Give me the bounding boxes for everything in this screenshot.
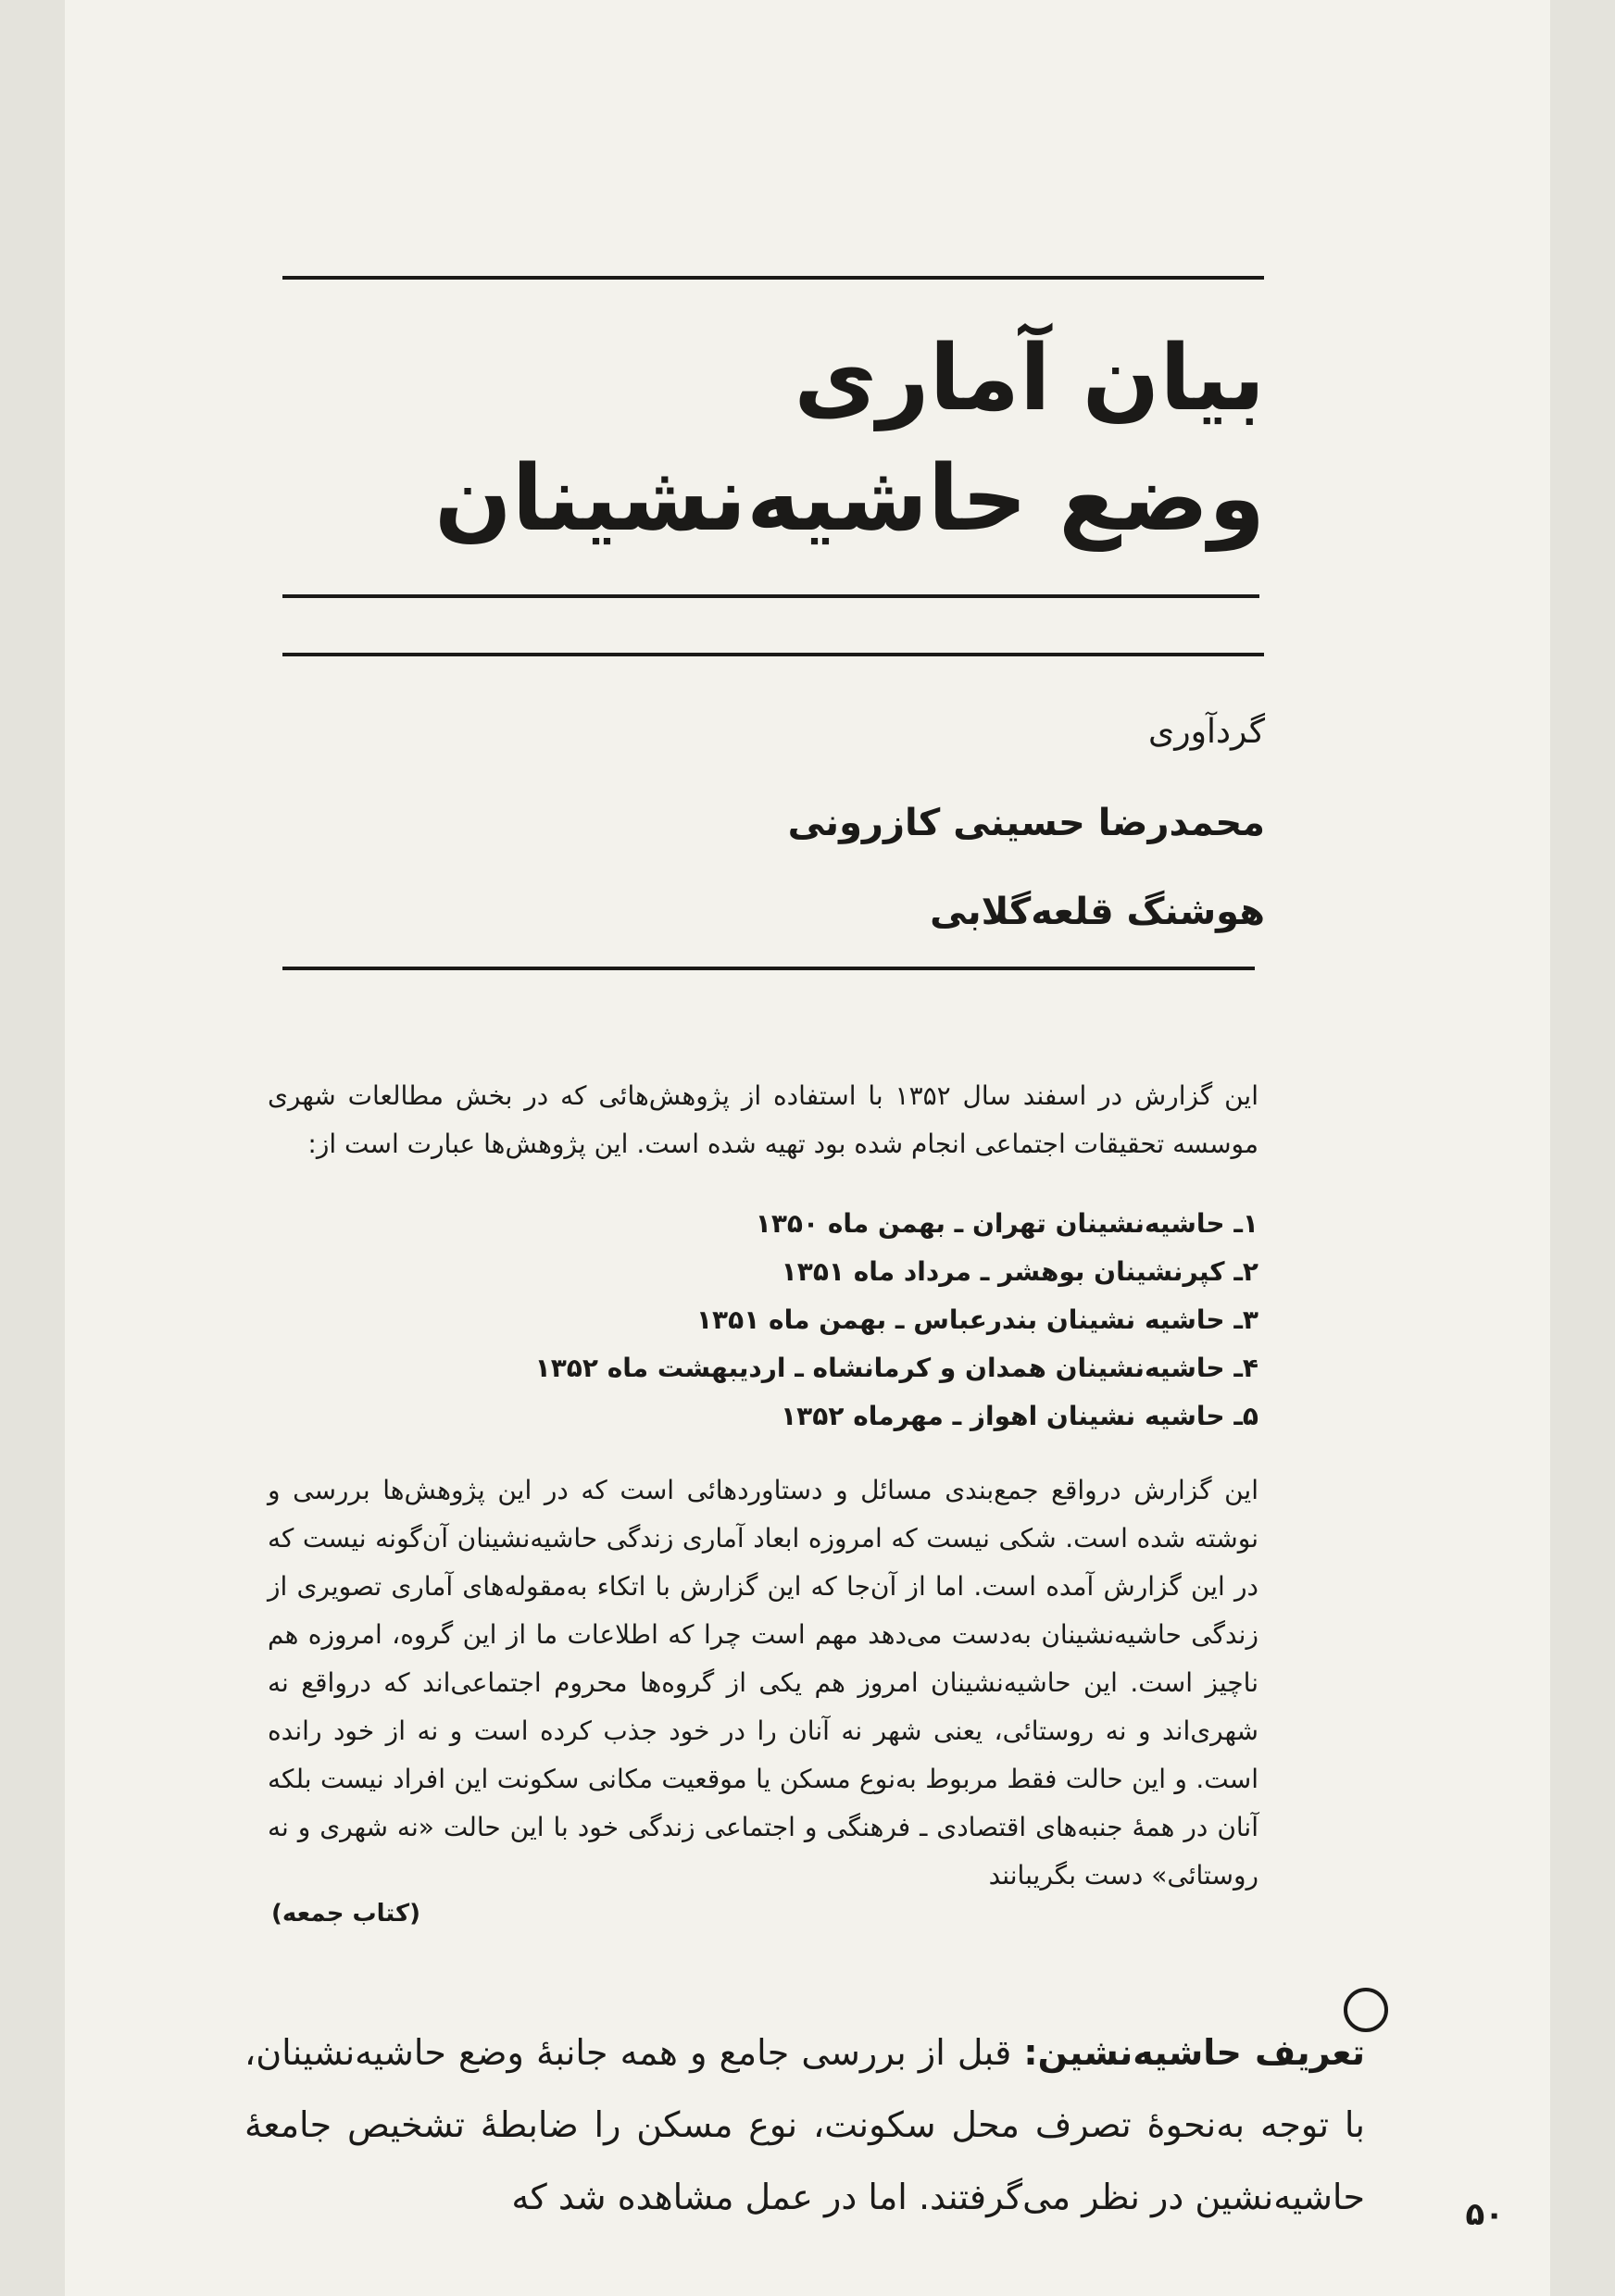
scan-margin-left	[0, 0, 65, 2296]
research-list-item: ۲ـ کپرنشینان بوهشر ـ مرداد ماه ۱۳۵۱	[781, 1256, 1258, 1287]
research-list	[268, 1200, 1258, 1441]
source-citation: (کتاب جمعه)	[270, 1900, 420, 1928]
definition-paragraph	[244, 2016, 1365, 2233]
scan-margin-right	[1550, 0, 1615, 2296]
credits-bottom-rule	[282, 967, 1255, 970]
author-name-2: هوشنگ قلعه‌گلابی	[930, 891, 1265, 933]
research-list-item: ۵ـ حاشیه نشینان اهواز ـ مهرماه ۱۳۵۲	[781, 1401, 1258, 1431]
intro-text: این گزارش در اسفند سال ۱۳۵۲ با استفاده از پژوهش‌هائی که در بخش مطالعات شهری موسسه تحقیقات اجتماعی انجام شده بود تهیه شده است. این پژوهش‌ها عبارت است از:	[268, 1080, 1258, 1159]
title-top-rule	[282, 276, 1264, 280]
credits-label: گردآوری	[1148, 713, 1265, 751]
definition-term: تعریف حاشیه‌نشین:	[1023, 2032, 1365, 2073]
page-number: ۵۰	[1465, 2196, 1504, 2233]
research-list-item: ۱ـ حاشیه‌نشینان تهران ـ بهمن ماه ۱۳۵۰	[755, 1208, 1258, 1239]
article-title-line-1: بیان آماری	[794, 326, 1265, 431]
author-name-1: محمدرضا حسینی کازرونی	[787, 802, 1265, 844]
article-title-line-2: وضع حاشیه‌نشینان	[434, 446, 1265, 552]
intro-paragraph: این گزارش درواقع جمع‌بندی مسائل و دستاوردهائی است که در این پژوهش‌ها بررسی و نوشته شده است. شکی نیست که امروزه ابعاد آماری زندگی حاشیه‌نشینان آن‌گونه نیست که در این گزارش آمده است. اما از آن‌جا که این گزارش با اتکاء به‌مقوله‌های آماری تصویری از زندگی حاشیه‌نشینان به‌دست می‌دهد مهم است چرا که اطلاعات ما از این گروه، امروزه هم ناچیز است. این حاشیه‌نشینان امروز هم یکی از گروه‌ها محروم اجتماعی‌اند که درواقع نه شهری‌اند و نه روستائی، یعنی شهر نه آنان را در خود جذب کرده است و نه از خود رانده است. و این حالت فقط مربوط به‌نوع مسکن یا موقعیت مکانی سکونت این افراد نیست بلکه آنان در همهٔ جنبه‌های اقتصادی ـ فرهنگی و اجتماعی زندگی خود با این حالت «نه شهری و نه روستائی» دست بگریبانند	[268, 1475, 1258, 1890]
credits-top-rule	[282, 653, 1264, 656]
definition-text: قبل از بررسی جامع و همه جانبهٔ وضع حاشیه‌نشینان، با توجه به‌نحوهٔ تصرف محل سکونت، نوع مسکن را ضابطهٔ تشخیص جامعهٔ حاشیه‌نشین در نظر می‌گرفتند. اما در عمل مشاهده شد که	[244, 2032, 1365, 2217]
research-list-item: ۴ـ حاشیه‌نشینان همدان و کرمانشاه ـ اردیبهشت ماه ۱۳۵۲	[534, 1353, 1258, 1383]
research-list-item: ۳ـ حاشیه نشینان بندرعباس ـ بهمن ماه ۱۳۵۱	[695, 1304, 1258, 1335]
title-bottom-rule	[282, 594, 1259, 598]
